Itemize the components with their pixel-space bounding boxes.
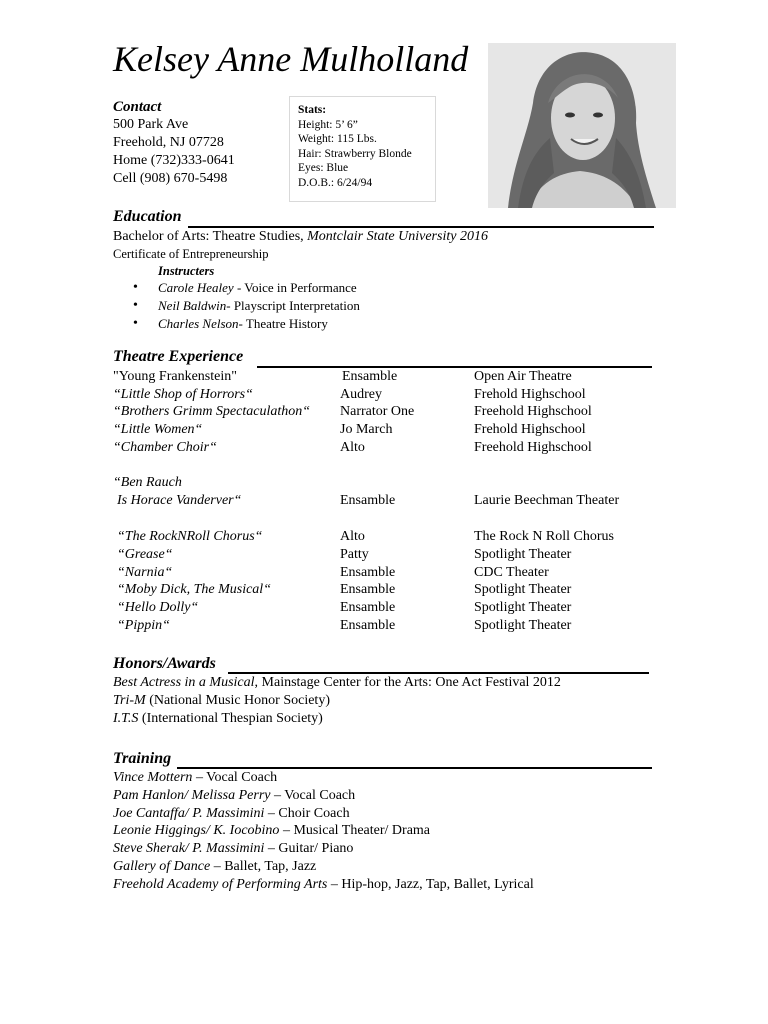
show-title: “Little Women“	[113, 422, 203, 437]
show-title: “Moby Dick, The Musical“	[117, 582, 271, 597]
contact-address: 500 Park Ave	[113, 117, 189, 132]
show-role: Ensamble	[340, 582, 396, 597]
show-title: “Narnia“	[117, 565, 173, 580]
experience-row	[113, 546, 673, 564]
show-title: “Pippin“	[117, 618, 170, 633]
contact-heading: Contact	[113, 99, 162, 115]
training-item: Pam Hanlon/ Melissa Perry – Vocal Coach	[113, 787, 356, 803]
show-venue: Spotlight Theater	[474, 600, 572, 615]
show-role: Ensamble	[342, 369, 398, 384]
show-role: Narrator One	[340, 404, 415, 419]
experience-row	[113, 564, 673, 582]
instructors-heading: Instructers	[158, 264, 215, 278]
experience-row	[113, 474, 673, 492]
training-item: Freehold Academy of Performing Arts – Hip-hop, Jazz, Tap, Ballet, Lyrical	[113, 876, 534, 892]
stats-weight: Weight: 115 Lbs.	[298, 133, 377, 146]
show-title-line1: “Ben Rauch	[113, 475, 182, 490]
experience-row	[113, 421, 673, 439]
contact-block	[113, 98, 235, 188]
show-title: "Young Frankenstein"	[113, 369, 237, 384]
resume-name: Kelsey Anne Mulholland	[113, 39, 469, 79]
stats-eyes: Eyes: Blue	[298, 162, 349, 175]
education-heading: Education	[113, 208, 182, 225]
experience-row	[113, 617, 673, 635]
honor-item: Tri-M (National Music Honor Society)	[113, 692, 330, 708]
education-school: Montclair State University 2016	[307, 229, 488, 244]
show-venue: CDC Theater	[474, 565, 549, 580]
education-degree: Bachelor of Arts: Theatre Studies, Montclair State University 2016	[113, 229, 488, 244]
show-role: Alto	[340, 440, 365, 455]
experience-row	[113, 386, 673, 404]
show-role: Ensamble	[340, 600, 396, 615]
contact-city: Freehold, NJ 07728	[113, 135, 224, 150]
experience-row	[113, 492, 673, 510]
experience-row	[113, 528, 673, 546]
experience-row	[113, 403, 673, 421]
honor-item: Best Actress in a Musical, Mainstage Center for the Arts: One Act Festival 2012	[113, 675, 561, 690]
experience-row	[113, 439, 673, 457]
education-certificate: Certificate of Entrepreneurship	[113, 247, 269, 261]
stats-box	[289, 96, 436, 202]
experience-row	[113, 368, 673, 386]
training-item: Leonie Higgings/ K. Iocobino – Musical Theater/ Drama	[113, 823, 431, 839]
show-role: Ensamble	[340, 618, 396, 633]
stats-dob: D.O.B.: 6/24/94	[298, 176, 373, 189]
training-item: Steve Sherak/ P. Massimini – Guitar/ Piano	[113, 841, 354, 857]
training-item: Joe Cantaffa/ P. Massimini – Choir Coach	[113, 805, 350, 821]
show-venue: The Rock N Roll Chorus	[474, 529, 614, 544]
show-role: Ensamble	[340, 565, 396, 580]
show-title: “Brothers Grimm Spectaculathon“	[113, 404, 311, 419]
show-venue: Spotlight Theater	[474, 547, 572, 562]
show-venue: Open Air Theatre	[474, 369, 572, 384]
show-role: Jo March	[340, 422, 393, 437]
show-venue: Spotlight Theater	[474, 582, 572, 597]
honors-heading: Honors/Awards	[113, 655, 216, 672]
training-list	[113, 769, 534, 894]
show-venue: Freehold Highschool	[474, 440, 592, 455]
show-venue: Laurie Beechman Theater	[474, 493, 620, 508]
honor-item: I.T.S (International Thespian Society)	[113, 710, 323, 726]
show-venue: Freehold Highschool	[474, 404, 592, 419]
show-title: “Little Shop of Horrors“	[113, 387, 253, 402]
stats-hair: Hair: Strawberry Blonde	[298, 147, 412, 160]
show-venue: Frehold Highschool	[474, 387, 586, 402]
show-role: Patty	[340, 547, 369, 562]
experience-row	[113, 581, 673, 599]
show-role: Ensamble	[340, 493, 396, 508]
experience-row	[113, 599, 673, 617]
honors-list	[113, 674, 561, 727]
instructor-item: • Neil Baldwin- Playscript Interpretation	[113, 297, 360, 315]
show-venue: Frehold Highschool	[474, 422, 586, 437]
theatre-heading: Theatre Experience	[113, 348, 244, 365]
show-title: “The RockNRoll Chorus“	[117, 529, 263, 544]
instructor-item: • Carole Healey - Voice in Performance	[113, 279, 360, 297]
headshot-photo	[488, 43, 676, 208]
instructor-item: • Charles Nelson- Theatre History	[113, 315, 360, 333]
show-title: “Grease“	[117, 547, 173, 562]
instructors-list	[113, 279, 360, 333]
training-heading: Training	[113, 750, 172, 767]
show-title-line2: Is Horace Vanderver“	[117, 493, 242, 508]
show-role: Alto	[340, 529, 365, 544]
show-title: “Chamber Choir“	[113, 440, 217, 455]
show-title: “Hello Dolly“	[117, 600, 199, 615]
show-venue: Spotlight Theater	[474, 618, 572, 633]
stats-height: Height: 5’ 6”	[298, 118, 358, 131]
stats-heading: Stats:	[298, 104, 327, 116]
show-role: Audrey	[340, 387, 382, 402]
training-item: Vince Mottern – Vocal Coach	[113, 770, 278, 785]
contact-home-phone: Home (732)333-0641	[113, 153, 235, 168]
contact-cell-phone: Cell (908) 670-5498	[113, 171, 228, 186]
training-item: Gallery of Dance – Ballet, Tap, Jazz	[113, 858, 317, 874]
